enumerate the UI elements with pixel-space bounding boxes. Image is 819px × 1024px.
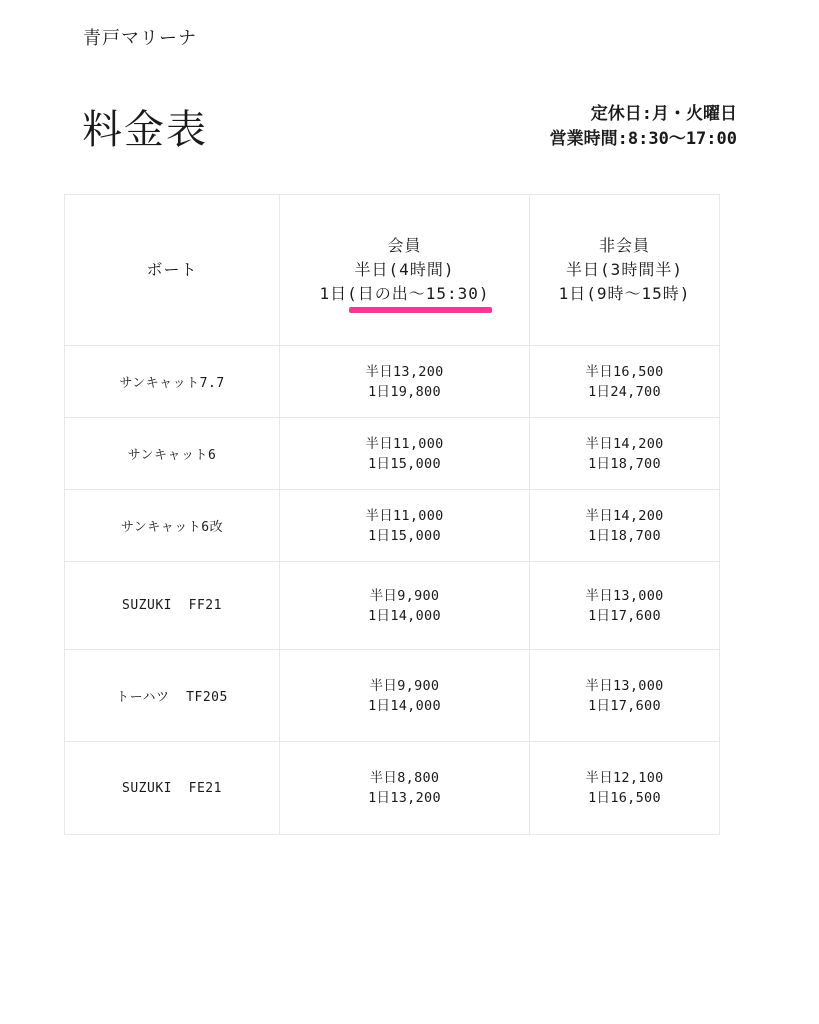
nonmember-day-price: 1日16,500 bbox=[588, 790, 661, 806]
nonmember-price bbox=[530, 418, 720, 490]
boat-name: トーハツ TF205 bbox=[65, 650, 280, 742]
header-member-day-prefix: 1日 bbox=[319, 284, 348, 303]
highlighted-hours bbox=[347, 282, 489, 306]
highlight-underline bbox=[349, 307, 491, 313]
boat-name: SUZUKI FF21 bbox=[65, 562, 280, 650]
nonmember-half-price: 半日14,200 bbox=[585, 507, 664, 524]
member-price bbox=[280, 418, 530, 490]
nonmember-day-price: 1日18,700 bbox=[588, 527, 661, 544]
business-hours: 営業時間:8:30〜17:00 bbox=[549, 129, 737, 149]
header-boat: ボート bbox=[65, 195, 280, 346]
boat-name: SUZUKI FE21 bbox=[65, 742, 280, 835]
table-row bbox=[65, 490, 720, 562]
header-nonmember-half: 半日(3時間半) bbox=[566, 260, 683, 279]
table-row bbox=[65, 346, 720, 418]
nonmember-price bbox=[530, 562, 720, 650]
header-nonmember bbox=[530, 195, 720, 346]
nonmember-price bbox=[530, 650, 720, 742]
member-day-price: 1日14,000 bbox=[368, 697, 441, 714]
member-day-price: 1日19,800 bbox=[368, 383, 441, 400]
nonmember-half-price: 半日13,000 bbox=[585, 677, 664, 694]
nonmember-price bbox=[530, 742, 720, 835]
boat-name: サンキャット6 bbox=[65, 418, 280, 490]
header-member-title: 会員 bbox=[387, 236, 422, 255]
member-day-price: 1日13,200 bbox=[368, 790, 441, 806]
rate-table bbox=[64, 194, 720, 835]
table-row bbox=[65, 742, 720, 835]
site-name: 青戸マリーナ bbox=[83, 28, 197, 49]
member-price bbox=[280, 346, 530, 418]
business-info bbox=[550, 102, 737, 152]
member-day-price: 1日14,000 bbox=[368, 607, 441, 624]
member-price bbox=[280, 742, 530, 835]
closed-days: 定休日:月・火曜日 bbox=[590, 104, 737, 124]
nonmember-half-price: 半日12,100 bbox=[585, 770, 664, 786]
header-member-half: 半日(4時間) bbox=[354, 260, 455, 279]
boat-name: サンキャット7.7 bbox=[65, 346, 280, 418]
member-half-price: 半日8,800 bbox=[369, 770, 440, 786]
table-row bbox=[65, 418, 720, 490]
nonmember-day-price: 1日24,700 bbox=[588, 383, 661, 400]
header-nonmember-title: 非会員 bbox=[598, 236, 650, 255]
page-title: 料金表 bbox=[82, 107, 208, 153]
header-member-day bbox=[280, 282, 529, 306]
nonmember-price bbox=[530, 346, 720, 418]
member-half-price: 半日11,000 bbox=[365, 507, 444, 524]
member-half-price: 半日11,000 bbox=[365, 435, 444, 452]
nonmember-half-price: 半日13,000 bbox=[585, 587, 664, 604]
member-day-price: 1日15,000 bbox=[368, 455, 441, 472]
nonmember-day-price: 1日17,600 bbox=[588, 607, 661, 624]
member-half-price: 半日9,900 bbox=[369, 587, 440, 604]
nonmember-half-price: 半日16,500 bbox=[585, 363, 664, 380]
nonmember-day-price: 1日17,600 bbox=[588, 697, 661, 714]
member-half-price: 半日13,200 bbox=[365, 363, 444, 380]
nonmember-price bbox=[530, 490, 720, 562]
header-member bbox=[280, 195, 530, 346]
member-price bbox=[280, 650, 530, 742]
nonmember-day-price: 1日18,700 bbox=[588, 455, 661, 472]
boat-name: サンキャット6改 bbox=[65, 490, 280, 562]
table-row bbox=[65, 650, 720, 742]
member-price bbox=[280, 490, 530, 562]
member-price bbox=[280, 562, 530, 650]
header-nonmember-day: 1日(9時〜15時) bbox=[558, 284, 691, 303]
highlighted-hours-text: (日の出〜15:30) bbox=[347, 284, 490, 303]
member-day-price: 1日15,000 bbox=[368, 527, 441, 544]
table-row bbox=[65, 562, 720, 650]
member-half-price: 半日9,900 bbox=[369, 677, 440, 694]
nonmember-half-price: 半日14,200 bbox=[585, 435, 664, 452]
table-header-row bbox=[65, 195, 720, 346]
